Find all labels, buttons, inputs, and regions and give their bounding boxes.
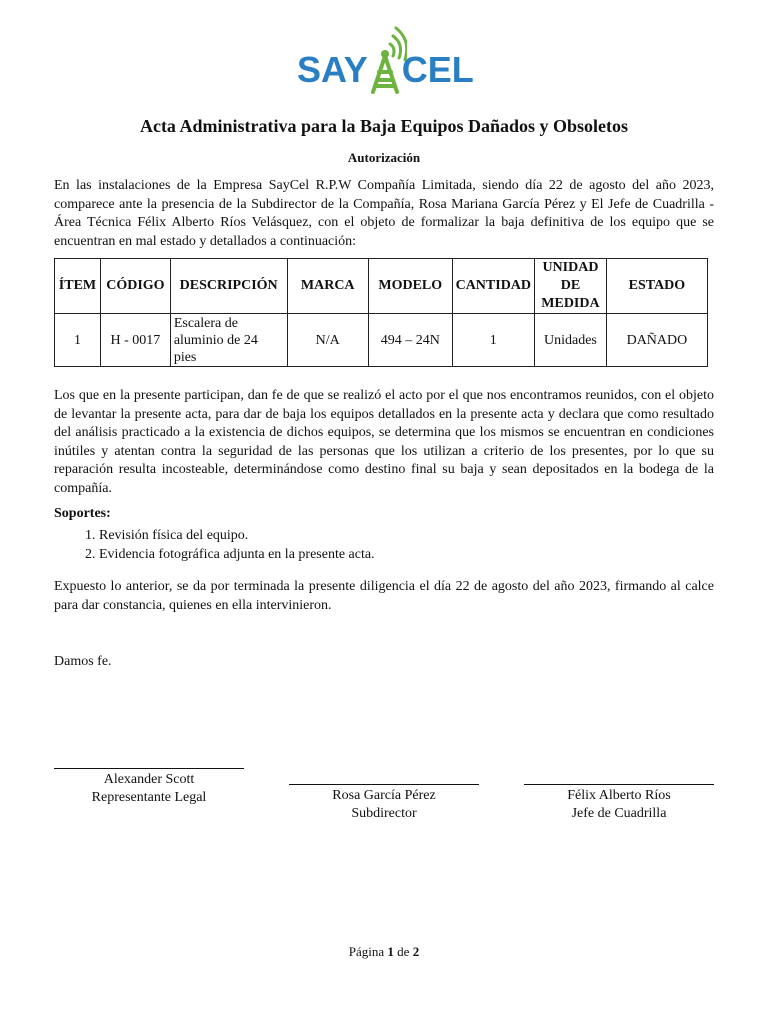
cell-unidad: Unidades (535, 314, 607, 367)
signer-name: Félix Alberto Ríos (567, 788, 671, 803)
equipment-table (54, 258, 708, 367)
signer-name: Alexander Scott (103, 772, 195, 787)
signature-line (524, 784, 714, 785)
intro-paragraph: En las instalaciones de la Empresa SayCel R.P.W Compañía Limitada, siendo día 22 de agosto del año 2023, comparece ante la presencia de la Subdirector de la Compañía, Rosa Mariana García Pérez y El Jefe de Cuadrilla - Área Técnica Félix Alberto Ríos Velásquez, con el objeto de formalizar la baja definitiva de los equipo que se encuentran en mal estado y detallados a continuación: (54, 178, 714, 249)
table-header-row (55, 259, 708, 314)
cell-marca: N/A (287, 314, 368, 367)
closing-paragraph: Expuesto lo anterior, se da por terminada la presente diligencia el día 22 de agosto del año 2023, firmando al calce para dar constancia, quienes en ella intervinieron. (54, 579, 714, 613)
table-row (55, 314, 708, 367)
signature-block-jefe (524, 784, 714, 823)
signature-block-legal (54, 768, 244, 807)
signer-role: Subdirector (351, 806, 417, 821)
header-modelo: MODELO (368, 259, 452, 314)
body-paragraph: Los que en la presente participan, dan fe de que se realizó el acto por el que nos encontramos reunidos, con el objeto de levantar la presente acta, para dar de baja los equipos detallados en la presente acta y declara que como resultado del análisis practicado a la existencia de dichos equipos, se determina que los mismos se encuentran en condiciones inútiles y atentan contra la seguridad de las personas que los utilizan a criterio de los presentes, por lo que su reparación resulta incosteable, determinándose como destino final su baja y sean depositados en la bodega de la compañía. (54, 388, 714, 496)
company-logo (297, 26, 477, 96)
soportes-list (54, 526, 375, 564)
logo-text-say: SAY (297, 49, 368, 90)
header-codigo: CÓDIGO (100, 259, 170, 314)
header-item: ÍTEM (55, 259, 101, 314)
cell-cantidad: 1 (452, 314, 534, 367)
signature-line (54, 768, 244, 769)
cell-estado: DAÑADO (606, 314, 707, 367)
page-number: Página 1 de 2 (348, 944, 420, 959)
logo-text-cel: CEL (401, 49, 474, 90)
signature-line (289, 784, 479, 785)
header-marca: MARCA (287, 259, 368, 314)
header-unidad-medida: UNIDAD DE MEDIDA (535, 259, 607, 314)
cell-item: 1 (55, 314, 101, 367)
damos-fe: Damos fe. (54, 654, 112, 669)
cell-descripcion: Escalera de aluminio de 24 pies (170, 314, 287, 367)
list-item: 2. Evidencia fotográfica adjunta en la presente acta. (99, 545, 375, 564)
signer-role: Jefe de Cuadrilla (571, 806, 667, 821)
antenna-tower-icon (363, 26, 407, 96)
document-subtitle: Autorización (347, 150, 421, 165)
signature-block-subdirector (289, 784, 479, 823)
cell-codigo: H - 0017 (100, 314, 170, 367)
signer-role: Representante Legal (91, 790, 207, 805)
signer-name: Rosa García Pérez (332, 788, 436, 803)
header-descripcion: DESCRIPCIÓN (170, 259, 287, 314)
cell-modelo: 494 – 24N (368, 314, 452, 367)
header-cantidad: CANTIDAD (452, 259, 534, 314)
soportes-heading: Soportes: (54, 506, 111, 521)
header-estado: ESTADO (606, 259, 707, 314)
list-item: 1. Revisión física del equipo. (99, 526, 375, 545)
document-title: Acta Administrativa para la Baja Equipos Dañados y Obsoletos (139, 116, 629, 136)
